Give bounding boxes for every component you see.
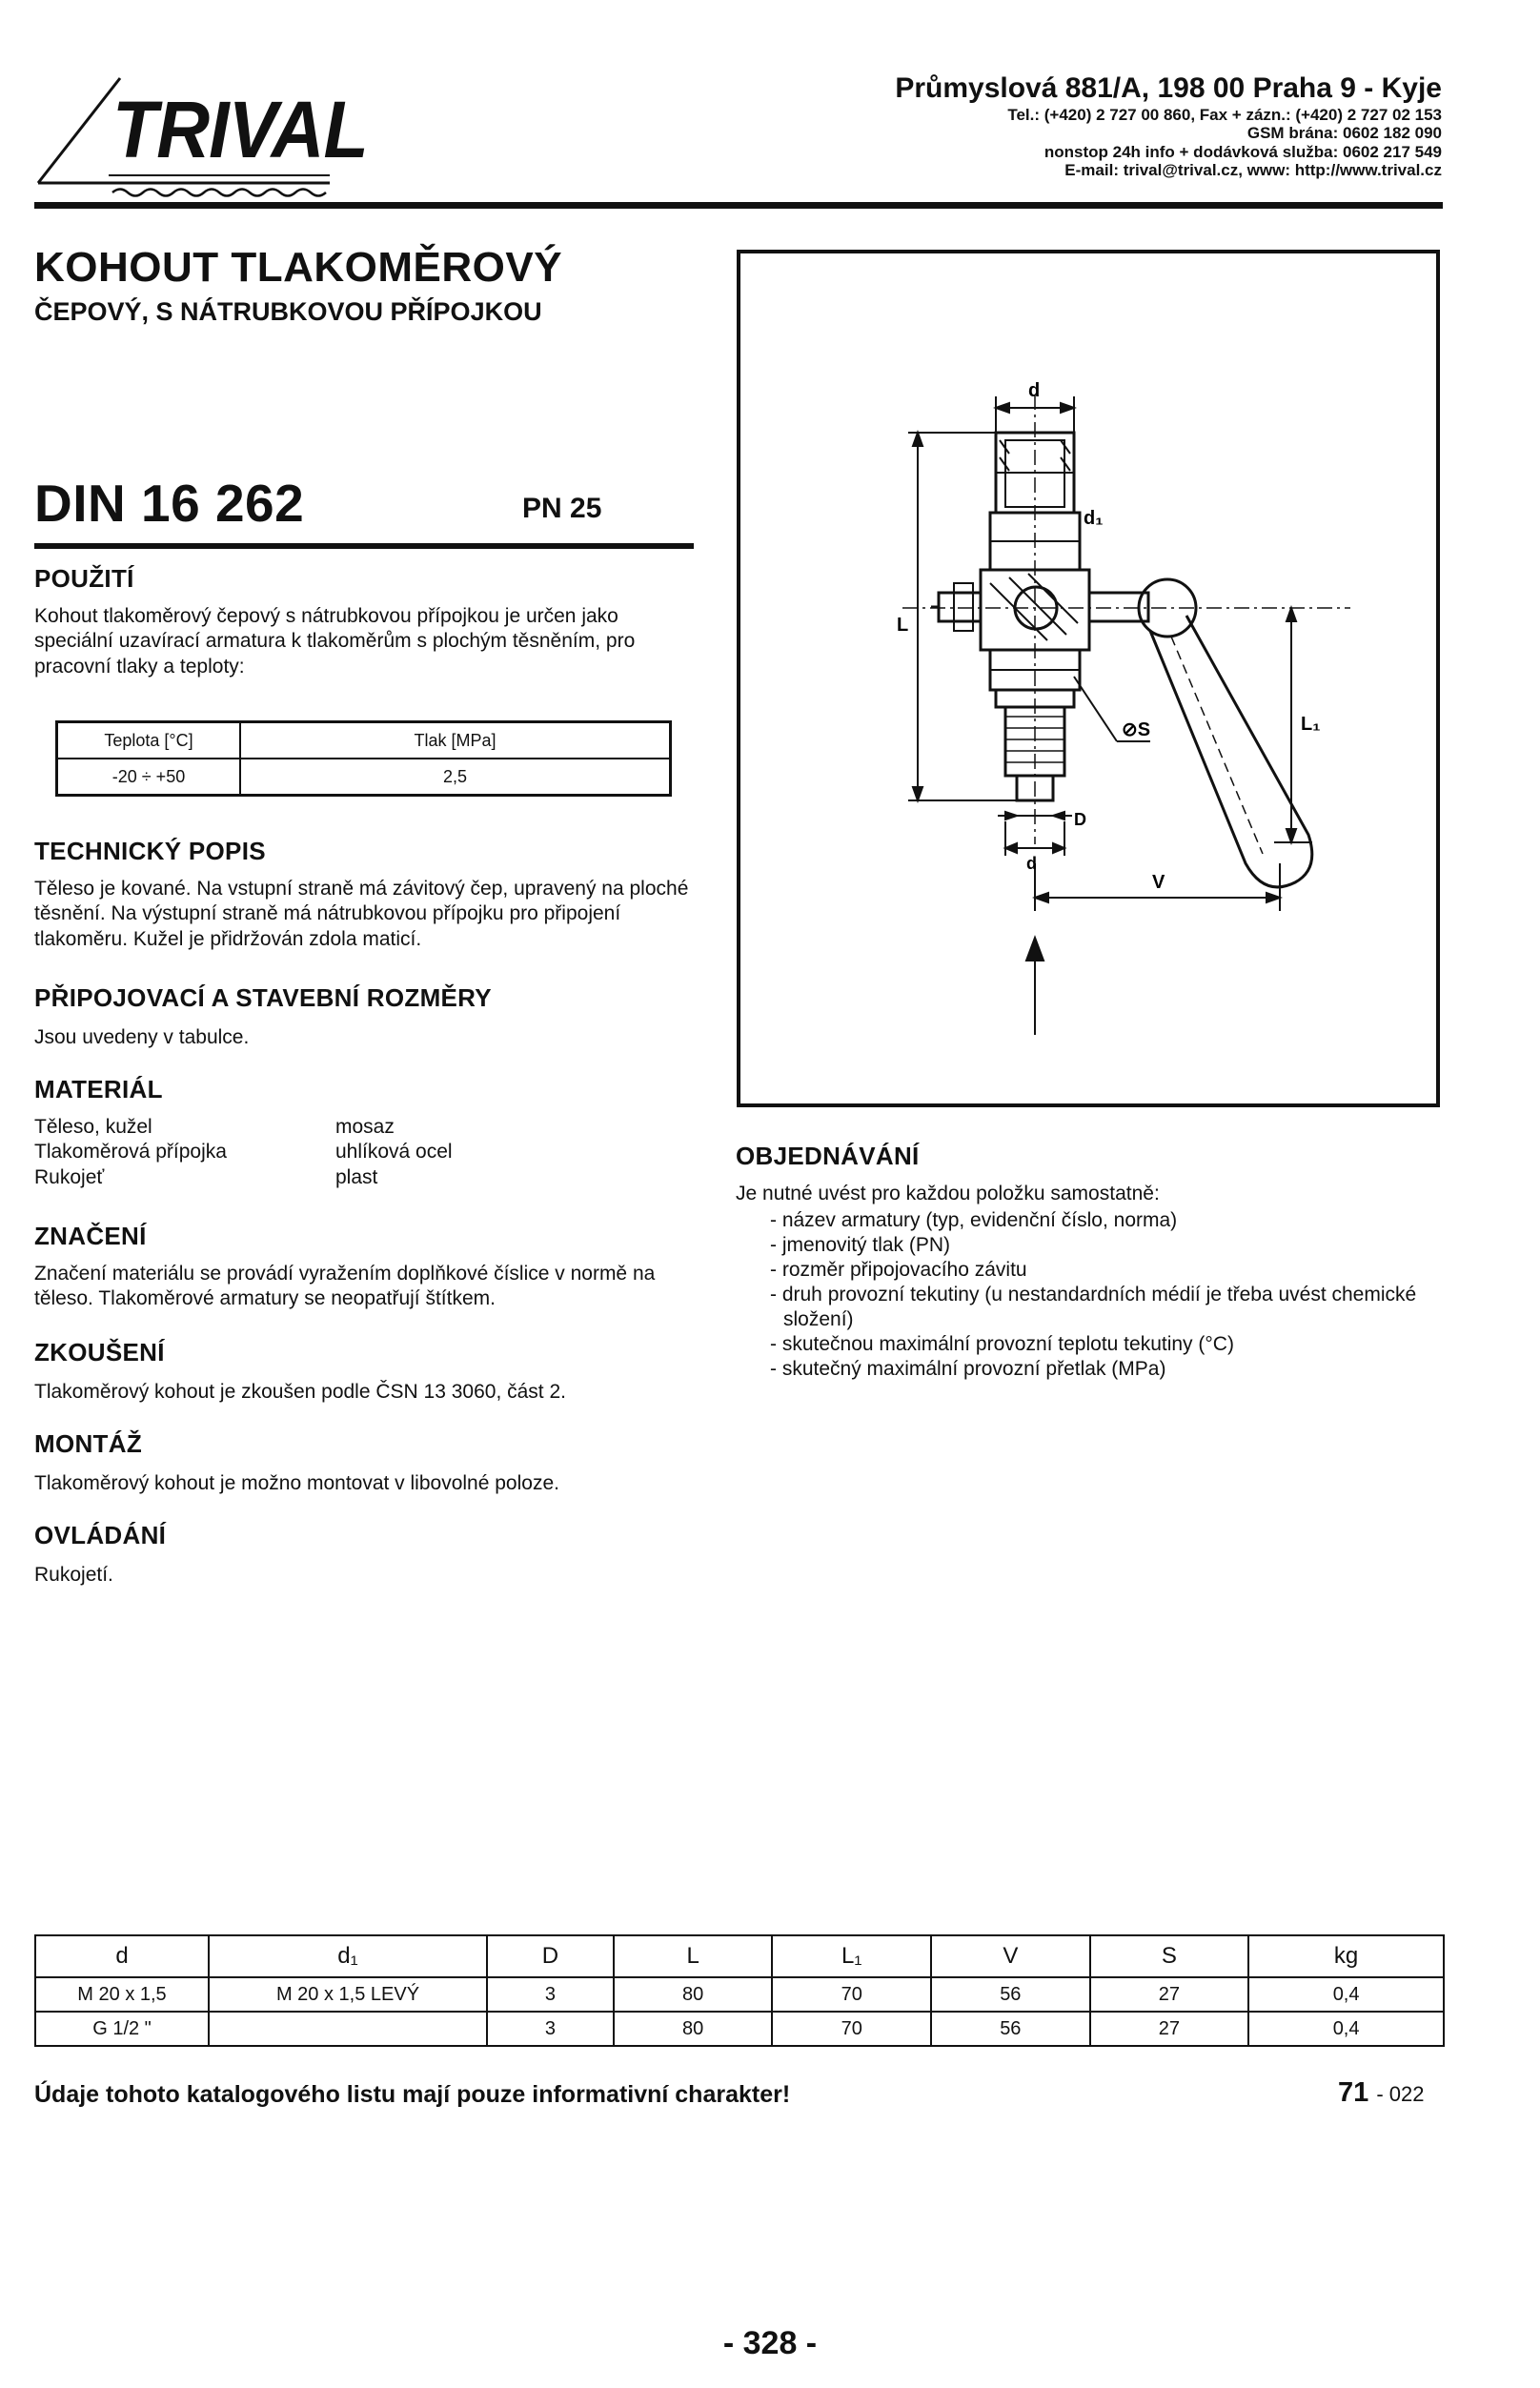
gsm-line: GSM brána: 0602 182 090 [1246,124,1442,143]
company-address: Průmyslová 881/A, 198 00 Praha 9 - Kyje [895,72,1442,104]
order-item: - druh provozní tekutiny (u nestandardních médií je třeba uvést chemické složení) [770,1284,1417,1331]
heading-pouziti: POUŽITÍ [34,564,134,593]
text-objednavani-intro: Je nutné uvést pro každou položku samostatně: [736,1183,1160,1204]
table-cell: 80 [614,2012,773,2046]
heading-rozmery: PŘIPOJOVACÍ A STAVEBNÍ ROZMĚRY [34,983,492,1012]
label-V: V [1152,872,1165,893]
dim-header-S: S [1090,1935,1249,1977]
nonstop-line: nonstop 24h info + dodávková služba: 0602 217 549 [1044,142,1442,161]
contact-block [584,72,1442,180]
material-row [34,1115,568,1140]
dim-header-kg: kg [1248,1935,1444,1977]
section-divider [34,543,694,549]
page-title: KOHOUT TLAKOMĚROVÝ [34,244,563,291]
table-cell: 80 [614,1977,773,2012]
table-cell: 27 [1090,1977,1249,2012]
order-list [762,1208,1449,1382]
label-d1: d₁ [1084,508,1104,529]
table-cell: 56 [931,1977,1090,2012]
table-cell: 27 [1090,2012,1249,2046]
table-cell: 0,4 [1248,2012,1444,2046]
phone-line: Tel.: (+420) 2 727 00 860, Fax + zázn.: (+420) 2 727 02 153 [1007,105,1442,124]
cond-value-pressure: 2,5 [240,759,671,796]
label-L1: L₁ [1301,714,1321,735]
text-pouziti: Kohout tlakoměrový čepový s nátrubkovou přípojkou je určen jako speciální uzavírací armatura k tlakoměrům s plochým těsněním, pro pracovní tlaky a teploty: [34,605,636,678]
dim-header-row [35,1935,1444,1977]
table-cell: 70 [772,1977,931,2012]
table-row [35,2012,1444,2046]
label-d-top: d [1028,380,1041,401]
material-list [34,1115,568,1190]
material-part: Rukojeť [34,1165,105,1188]
valve-drawing [740,253,1436,1103]
order-item: - jmenovitý tlak (PN) [770,1234,951,1257]
conditions-table [55,720,672,797]
table-cell: 70 [772,2012,931,2046]
table-cell [209,2012,487,2046]
text-zkouseni: Tlakoměrový kohout je zkoušen podle ČSN 13 3060, část 2. [34,1381,566,1403]
dim-header-V: V [931,1935,1090,1977]
text-montaz: Tlakoměrový kohout je možno montovat v libovolné poloze. [34,1472,559,1494]
material-part: Tlakoměrová přípojka [34,1141,227,1164]
heading-objednavani: OBJEDNÁVÁNÍ [736,1142,920,1170]
heading-zkouseni: ZKOUŠENÍ [34,1338,165,1366]
dim-header-d1: d₁ [209,1935,487,1977]
dimensions-table [34,1934,1445,2047]
cond-header-temp: Teplota [°C] [57,722,241,759]
dim-header-L1: L₁ [772,1935,931,1977]
table-cell: M 20 x 1,5 LEVÝ [209,1977,487,2012]
table-cell: M 20 x 1,5 [35,1977,209,2012]
sheet-number-main: 71 [1338,2077,1369,2108]
logo-text: TRIVAL [112,85,368,174]
order-item: - rozměr připojovacího závitu [770,1259,1027,1282]
order-item: - skutečný maximální provozní přetlak (MPa) [770,1358,1166,1381]
trival-logo [29,59,368,202]
order-item: - název armatury (typ, evidenční číslo, norma) [770,1209,1178,1231]
text-ovladani: Rukojetí. [34,1564,113,1586]
material-value: mosaz [335,1116,395,1138]
sheet-number-sub: - 022 [1376,2082,1425,2106]
table-cell: 3 [487,1977,614,2012]
table-row [35,1977,1444,2012]
header-divider [34,202,1443,209]
dim-header-d: d [35,1935,209,1977]
table-cell: 3 [487,2012,614,2046]
cond-header-pressure: Tlak [MPa] [240,722,671,759]
email-line: E-mail: trival@trival.cz, www: http://www.trival.cz [1064,161,1442,180]
page-number: - 328 - [722,2325,818,2361]
heading-material: MATERIÁL [34,1075,163,1103]
technical-drawing [737,250,1440,1107]
heading-znaceni: ZNAČENÍ [34,1222,147,1250]
text-rozmery: Jsou uvedeny v tabulce. [34,1026,250,1048]
heading-ovladani: OVLÁDÁNÍ [34,1521,167,1549]
material-value: uhlíková ocel [335,1141,453,1164]
table-cell: 56 [931,2012,1090,2046]
label-S: ⊘S [1122,719,1151,740]
cond-value-temp: -20 ÷ +50 [57,759,241,796]
text-technicky-popis: Těleso je kované. Na vstupní straně má závitový čep, upravený na ploché těsnění. Na výstupní straně má nátrubkovou přípojku pro připojení tlakoměru. Kužel je přidržován zdola maticí. [34,878,689,950]
material-part: Těleso, kužel [34,1116,152,1138]
sheet-number [1338,2077,1424,2109]
standard-number: DIN 16 262 [34,474,305,533]
material-row [34,1140,568,1164]
table-cell: G 1/2 " [35,2012,209,2046]
material-value: plast [335,1165,378,1188]
table-cell: 0,4 [1248,1977,1444,2012]
label-d-bottom: d [1026,854,1037,873]
dim-header-L: L [614,1935,773,1977]
material-row [34,1165,568,1190]
disclaimer: Údaje tohoto katalogového listu mají pouze informativní charakter! [34,2081,791,2108]
label-L: L [897,615,909,636]
dim-header-D: D [487,1935,614,1977]
page-subtitle: ČEPOVÝ, S NÁTRUBKOVOU PŘÍPOJKOU [34,297,542,326]
heading-technicky-popis: TECHNICKÝ POPIS [34,837,266,865]
nominal-pressure: PN 25 [522,493,602,524]
heading-montaz: MONTÁŽ [34,1429,142,1458]
text-znaceni: Značení materiálu se provádí vyražením doplňkové číslice v normě na těleso. Tlakoměrové armatury se neopatřují štítkem. [34,1263,656,1310]
order-item: - skutečnou maximální provozní teplotu tekutiny (°C) [770,1333,1234,1356]
label-D: D [1074,810,1086,829]
